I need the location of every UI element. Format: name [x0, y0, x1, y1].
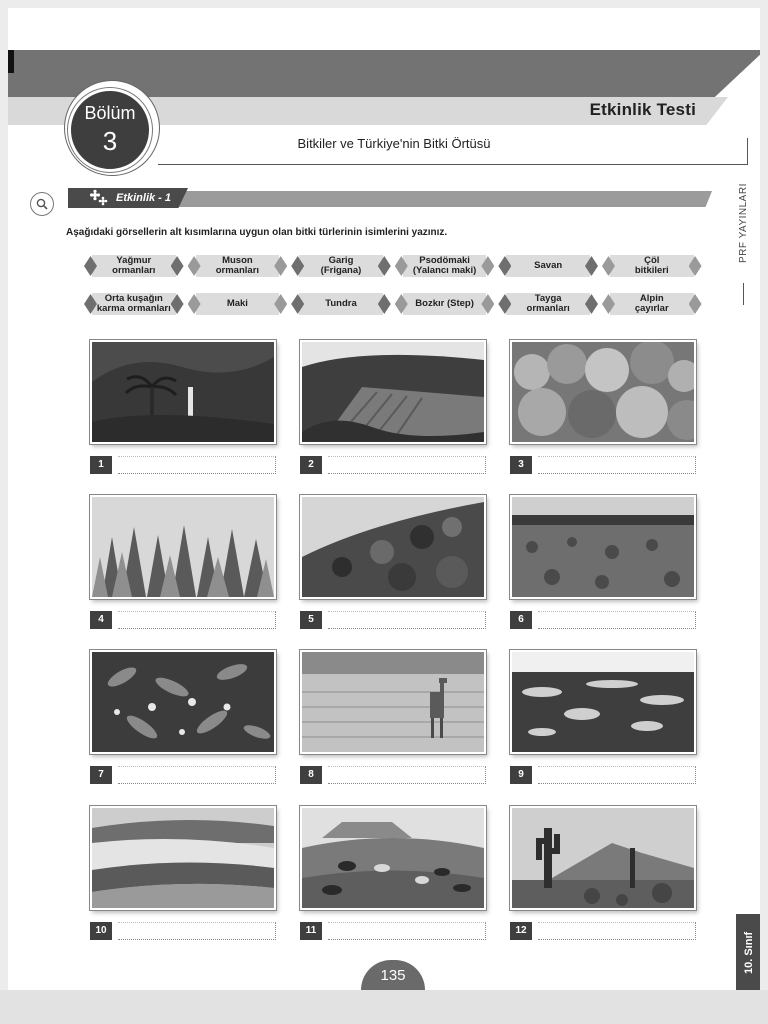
word-chip [496, 253, 600, 279]
vegetation-photo [90, 495, 276, 599]
item-number: 1 [90, 456, 112, 474]
item-number: 9 [510, 766, 532, 784]
word-chip-label: Çöl bitkileri [634, 255, 669, 276]
vegetation-photo [90, 650, 276, 754]
savanna-giraffe-photo [302, 652, 484, 752]
photo-item [510, 650, 696, 786]
photo-item [510, 495, 696, 631]
word-bank-row-2 [82, 291, 704, 317]
word-chip [496, 291, 600, 317]
desert-cactus-photo [512, 808, 694, 908]
vegetation-photo [90, 806, 276, 910]
publisher-rule [743, 283, 744, 305]
photo-item [300, 650, 486, 786]
answer-field[interactable] [118, 766, 276, 784]
word-chip-label: Tundra [325, 298, 357, 309]
word-chip-label: Alpin çayırlar [634, 293, 669, 314]
chapter-badge [68, 88, 152, 172]
page-number: 135 [361, 960, 425, 990]
word-chip-label: Muson ormanları [215, 255, 260, 276]
word-chip-label: Maki [226, 298, 248, 309]
search-icon [36, 198, 48, 210]
answer-field[interactable] [538, 456, 696, 474]
taiga-conifers-photo [92, 497, 274, 597]
answer-field[interactable] [118, 922, 276, 940]
answer-field[interactable] [328, 611, 486, 629]
maquis-slope-photo [302, 497, 484, 597]
photo-item [90, 495, 276, 631]
item-number: 10 [90, 922, 112, 940]
item-number: 8 [300, 766, 322, 784]
flower-icon [88, 188, 110, 208]
photo-item [510, 340, 696, 476]
word-chip [600, 291, 704, 317]
photo-item [90, 806, 276, 942]
garrigue-shrubland-photo [512, 497, 694, 597]
item-number: 12 [510, 922, 532, 940]
photo-item [300, 340, 486, 476]
word-chip [289, 291, 393, 317]
answer-field[interactable] [118, 456, 276, 474]
vegetation-photo [510, 340, 696, 444]
vegetation-photo [300, 340, 486, 444]
header-rule [158, 164, 748, 165]
word-chip [82, 291, 186, 317]
word-chip-label: Bozkır (Step) [415, 298, 474, 309]
item-number: 2 [300, 456, 322, 474]
activity-label: Etkinlik - 1 [116, 192, 172, 204]
answer-field[interactable] [328, 766, 486, 784]
photo-item [510, 806, 696, 942]
vegetation-photo [510, 806, 696, 910]
photo-item [90, 340, 276, 476]
alpine-meadow-cattle-photo [302, 808, 484, 908]
word-chip-label: Yağmur ormanları [112, 255, 156, 276]
vegetation-photo [90, 340, 276, 444]
tundra-ponds-photo [512, 652, 694, 752]
vegetation-photo [510, 650, 696, 754]
steppe-hills-photo [92, 808, 274, 908]
page-subtitle: Bitkiler ve Türkiye'nin Bitki Örtüsü [297, 136, 491, 151]
word-chip-label: Tayga ormanları [526, 293, 570, 314]
mixed-forest-photo [512, 342, 694, 442]
grade-label: 10. Sınıf [743, 931, 755, 974]
item-number: 6 [510, 611, 532, 629]
word-chip [82, 253, 186, 279]
photo-item [300, 495, 486, 631]
page-title: Etkinlik Testi [589, 100, 696, 119]
word-chip [600, 253, 704, 279]
monsoon-terraces-photo [302, 342, 484, 442]
chapter-label: Bölüm [84, 103, 136, 123]
word-chip-label: Garig (Frigana) [320, 255, 362, 276]
word-chip [393, 291, 497, 317]
photo-item [90, 650, 276, 786]
word-chip [393, 253, 497, 279]
answer-field[interactable] [118, 611, 276, 629]
chapter-number: 3 [102, 126, 118, 156]
word-bank-row-1 [82, 253, 704, 279]
vegetation-photo [300, 650, 486, 754]
item-number: 5 [300, 611, 322, 629]
header-notch [8, 50, 14, 73]
answer-field[interactable] [328, 456, 486, 474]
word-chip-label: Psodömaki (Yalancı maki) [412, 255, 477, 276]
answer-field[interactable] [538, 611, 696, 629]
item-number: 11 [300, 922, 322, 940]
photo-item [300, 806, 486, 942]
answer-field[interactable] [538, 922, 696, 940]
vegetation-photo [300, 806, 486, 910]
publisher-label: PRF YAYINLARI [738, 183, 749, 263]
rainforest-waterfall-photo [92, 342, 274, 442]
worksheet-page [8, 8, 760, 990]
word-chip-label: Orta kuşağın karma ormanları [96, 293, 171, 314]
alpine-flowers-photo [92, 652, 274, 752]
magnifier-button[interactable] [30, 192, 54, 216]
word-chip [186, 253, 290, 279]
instruction-text: Aşağıdaki görsellerin alt kısımlarına uygun olan bitki türlerinin isimlerini yazınız. [66, 227, 448, 238]
item-number: 3 [510, 456, 532, 474]
item-number: 4 [90, 611, 112, 629]
vegetation-photo [510, 495, 696, 599]
word-chip [186, 291, 290, 317]
page-bottom-margin [0, 990, 768, 1024]
vegetation-photo [300, 495, 486, 599]
word-chip-label: Savan [534, 260, 563, 271]
item-number: 7 [90, 766, 112, 784]
word-chip [289, 253, 393, 279]
answer-field[interactable] [538, 766, 696, 784]
answer-field[interactable] [328, 922, 486, 940]
